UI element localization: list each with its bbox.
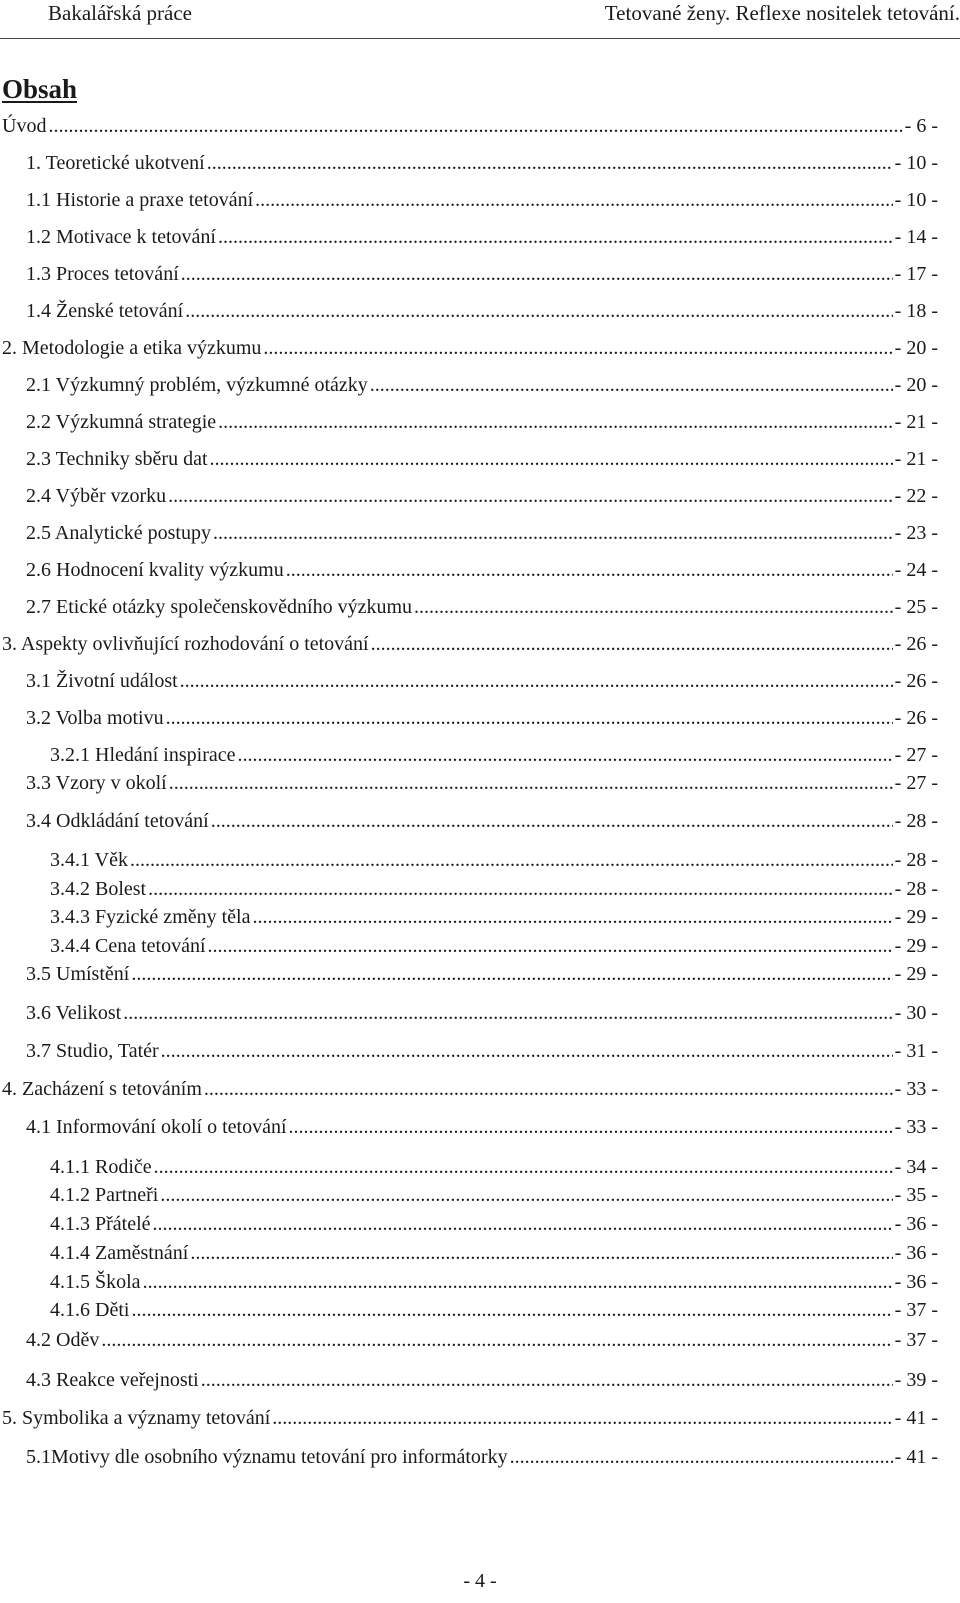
toc-entry-page: - 36 - xyxy=(894,1271,938,1293)
toc-dot-leader xyxy=(148,876,893,902)
toc-entry[interactable] xyxy=(26,557,938,583)
toc-entry[interactable] xyxy=(50,1297,938,1323)
toc-entry[interactable] xyxy=(26,298,938,324)
toc-entry-page: - 33 - xyxy=(894,1116,938,1138)
toc-entry-page: - 25 - xyxy=(894,596,938,618)
toc-entry[interactable] xyxy=(26,668,938,694)
toc-entry-label: 5.1Motivy dle osobního významu tetování pro informátorky xyxy=(26,1446,508,1468)
toc-entry-label: 4.1.5 Škola xyxy=(50,1271,141,1293)
toc-dot-leader xyxy=(207,150,893,176)
toc-dot-leader xyxy=(131,1297,892,1323)
toc-entry-page: - 30 - xyxy=(894,1002,938,1024)
toc-entry-label: 4.1.1 Rodiče xyxy=(50,1156,152,1178)
toc-entry[interactable] xyxy=(26,1444,938,1470)
toc-entry[interactable] xyxy=(26,1038,938,1064)
toc-dot-leader xyxy=(218,224,893,250)
toc-entry-page: - 35 - xyxy=(894,1184,938,1206)
toc-dot-leader xyxy=(161,1038,893,1064)
toc-entry[interactable] xyxy=(50,876,938,902)
toc-entry[interactable] xyxy=(26,261,938,287)
toc-entry-page: - 26 - xyxy=(894,633,938,655)
toc-dot-leader xyxy=(414,594,893,620)
toc-entry-page: - 31 - xyxy=(894,1040,938,1062)
running-header xyxy=(0,0,960,39)
toc-entry-label: 3.4.1 Věk xyxy=(50,849,128,871)
toc-entry[interactable] xyxy=(50,1240,938,1266)
toc-entry-label: 1.2 Motivace k tetování xyxy=(26,226,216,248)
toc-entry[interactable] xyxy=(26,1367,938,1393)
toc-entry-label: 2.2 Výzkumná strategie xyxy=(26,411,217,433)
toc-entry[interactable] xyxy=(2,1405,938,1431)
toc-entry-label: 4. Zacházení s tetováním xyxy=(2,1078,202,1100)
toc-entry[interactable] xyxy=(2,631,938,657)
toc-dot-leader xyxy=(263,335,892,361)
toc-dot-leader xyxy=(181,261,893,287)
toc-entry-page: - 23 - xyxy=(894,522,938,544)
toc-entry-label: 1.3 Proces tetování xyxy=(26,263,179,285)
toc-entry-label: 2.5 Analytické postupy xyxy=(26,522,211,544)
header-left-title: Bakalářská práce xyxy=(48,1,192,25)
toc-entry-label: 4.1.2 Partneři xyxy=(50,1184,159,1206)
toc-entry[interactable] xyxy=(26,446,938,472)
toc-entry[interactable] xyxy=(26,770,938,796)
toc-dot-leader xyxy=(272,1405,892,1431)
toc-entry-page: - 34 - xyxy=(894,1156,938,1178)
toc-dot-leader xyxy=(211,808,893,834)
toc-entry-page: - 41 - xyxy=(894,1407,938,1429)
toc-entry-page: - 39 - xyxy=(894,1369,938,1391)
toc-dot-leader xyxy=(286,557,893,583)
toc-entry-label: 3.4.4 Cena tetování xyxy=(50,935,206,957)
toc-entry[interactable] xyxy=(50,1211,938,1237)
toc-entry-page: - 10 - xyxy=(894,152,938,174)
toc-entry[interactable] xyxy=(50,1154,938,1180)
toc-entry[interactable] xyxy=(50,742,938,768)
toc-entry-label: 2.4 Výběr vzorku xyxy=(26,485,167,507)
toc-entry-label: 4.1 Informování okolí o tetování xyxy=(26,1116,287,1138)
toc-entry[interactable] xyxy=(26,187,938,213)
toc-entry-page: - 29 - xyxy=(894,906,938,928)
toc-entry-label: 4.3 Reakce veřejnosti xyxy=(26,1369,199,1391)
toc-entry[interactable] xyxy=(2,113,938,139)
toc-dot-leader xyxy=(213,520,893,546)
toc-dot-leader xyxy=(101,1327,892,1353)
toc-dot-leader xyxy=(143,1269,893,1295)
toc-entry-label: Úvod xyxy=(2,115,47,137)
toc-entry[interactable] xyxy=(26,961,938,987)
toc-entry-page: - 17 - xyxy=(894,263,938,285)
toc-entry[interactable] xyxy=(26,808,938,834)
toc-entry-label: 3. Aspekty ovlivňující rozhodování o tetování xyxy=(2,633,369,655)
toc-entry-page: - 14 - xyxy=(894,226,938,248)
toc-entry[interactable] xyxy=(50,1182,938,1208)
toc-dot-leader xyxy=(131,961,892,987)
toc-entry[interactable] xyxy=(26,483,938,509)
toc-dot-leader xyxy=(166,705,893,731)
toc-dot-leader xyxy=(123,1000,892,1026)
toc-entry-page: - 26 - xyxy=(894,707,938,729)
toc-entry-label: 2.3 Techniky sběru dat xyxy=(26,448,208,470)
toc-entry-label: 3.5 Umístění xyxy=(26,963,130,985)
toc-dot-leader xyxy=(255,187,893,213)
toc-entry-page: - 28 - xyxy=(894,810,938,832)
toc-entry-page: - 18 - xyxy=(894,300,938,322)
toc-entry[interactable] xyxy=(50,1269,938,1295)
toc-entry-page: - 20 - xyxy=(894,337,938,359)
toc-entry-page: - 36 - xyxy=(894,1213,938,1235)
toc-entry-page: - 41 - xyxy=(894,1446,938,1468)
toc-entry-page: - 26 - xyxy=(894,670,938,692)
toc-dot-leader xyxy=(218,409,893,435)
toc-entry-page: - 22 - xyxy=(894,485,938,507)
toc-dot-leader xyxy=(201,1367,893,1393)
toc-entry-label: 3.4.3 Fyzické změny těla xyxy=(50,906,251,928)
toc-entry-page: - 21 - xyxy=(894,411,938,433)
toc-dot-leader xyxy=(210,446,893,472)
toc-entry-label: 4.1.4 Zaměstnání xyxy=(50,1242,189,1264)
toc-dot-leader xyxy=(253,904,893,930)
toc-entry-label: 1.4 Ženské tetování xyxy=(26,300,184,322)
toc-entry-label: 2.6 Hodnocení kvality výzkumu xyxy=(26,559,284,581)
toc-entry-page: - 21 - xyxy=(894,448,938,470)
toc-dot-leader xyxy=(130,847,893,873)
toc-entry-page: - 6 - xyxy=(904,115,938,137)
toc-dot-leader xyxy=(190,1240,892,1266)
toc-dot-leader xyxy=(204,1076,893,1102)
toc-dot-leader xyxy=(154,1154,893,1180)
toc-entry[interactable] xyxy=(26,1327,938,1353)
toc-entry-page: - 28 - xyxy=(894,878,938,900)
toc-entry[interactable] xyxy=(2,335,938,361)
toc-entry[interactable] xyxy=(26,1114,938,1140)
toc-entry-label: 3.1 Životní událost xyxy=(26,670,178,692)
toc-entry-label: 1.1 Historie a praxe tetování xyxy=(26,189,254,211)
toc-entry-label: 3.2.1 Hledání inspirace xyxy=(50,744,236,766)
page-number: - 4 - xyxy=(463,1570,497,1592)
toc-entry-label: 3.2 Volba motivu xyxy=(26,707,164,729)
toc-dot-leader xyxy=(169,770,893,796)
toc-dot-leader xyxy=(371,631,893,657)
toc-entry[interactable] xyxy=(26,372,938,398)
toc-dot-leader xyxy=(510,1444,893,1470)
toc-entry-page: - 24 - xyxy=(894,559,938,581)
toc-entry[interactable] xyxy=(26,705,938,731)
toc-entry[interactable] xyxy=(26,224,938,250)
toc-entry-label: 4.2 Oděv xyxy=(26,1329,100,1351)
toc-entry-page: - 37 - xyxy=(894,1299,938,1321)
toc-entry-label: 2.7 Etické otázky společenskovědního výzkumu xyxy=(26,596,413,618)
toc-entry[interactable] xyxy=(26,150,938,176)
toc-dot-leader xyxy=(238,742,893,768)
toc-entry-page: - 29 - xyxy=(894,963,938,985)
toc-entry-label: 4.1.6 Děti xyxy=(50,1299,130,1321)
toc-entry-label: 4.1.3 Přátelé xyxy=(50,1213,151,1235)
toc-entry-page: - 28 - xyxy=(894,849,938,871)
toc-entry-label: 3.7 Studio, Tatér xyxy=(26,1040,159,1062)
toc-dot-leader xyxy=(160,1182,892,1208)
toc-entry-page: - 33 - xyxy=(894,1078,938,1100)
toc-entry-label: 3.4.2 Bolest xyxy=(50,878,147,900)
toc-dot-leader xyxy=(48,113,902,139)
toc-entry-label: 2.1 Výzkumný problém, výzkumné otázky xyxy=(26,374,368,396)
toc-entry-label: 2. Metodologie a etika výzkumu xyxy=(2,337,262,359)
toc-entry[interactable] xyxy=(50,847,938,873)
toc-entry-page: - 37 - xyxy=(894,1329,938,1351)
toc-entry[interactable] xyxy=(50,933,938,959)
toc-dot-leader xyxy=(153,1211,893,1237)
toc-dot-leader xyxy=(185,298,892,324)
toc-entry[interactable] xyxy=(2,1076,938,1102)
toc-entry-page: - 29 - xyxy=(894,935,938,957)
toc-dot-leader xyxy=(180,668,893,694)
toc-dot-leader xyxy=(168,483,893,509)
toc-entry-page: - 27 - xyxy=(894,772,938,794)
toc-entry-page: - 10 - xyxy=(894,189,938,211)
toc-entry[interactable] xyxy=(26,520,938,546)
toc-entry-label: 3.6 Velikost xyxy=(26,1002,122,1024)
toc-entry[interactable] xyxy=(26,594,938,620)
toc-dot-leader xyxy=(208,933,893,959)
toc-entry[interactable] xyxy=(26,1000,938,1026)
toc-entry-label: 1. Teoretické ukotvení xyxy=(26,152,205,174)
toc-entry[interactable] xyxy=(50,904,938,930)
toc-entry-page: - 36 - xyxy=(894,1242,938,1264)
toc-title: Obsah xyxy=(2,74,78,104)
toc-dot-leader xyxy=(289,1114,893,1140)
toc-entry-label: 3.4 Odkládání tetování xyxy=(26,810,209,832)
toc-dot-leader xyxy=(370,372,893,398)
toc-entry-label: 5. Symbolika a významy tetování xyxy=(2,1407,271,1429)
toc-entry-page: - 20 - xyxy=(894,374,938,396)
toc-entry[interactable] xyxy=(26,409,938,435)
toc-entry-page: - 27 - xyxy=(894,744,938,766)
toc-entry-label: 3.3 Vzory v okolí xyxy=(26,772,167,794)
header-right-title: Tetované ženy. Reflexe nositelek tetování. xyxy=(604,1,960,25)
